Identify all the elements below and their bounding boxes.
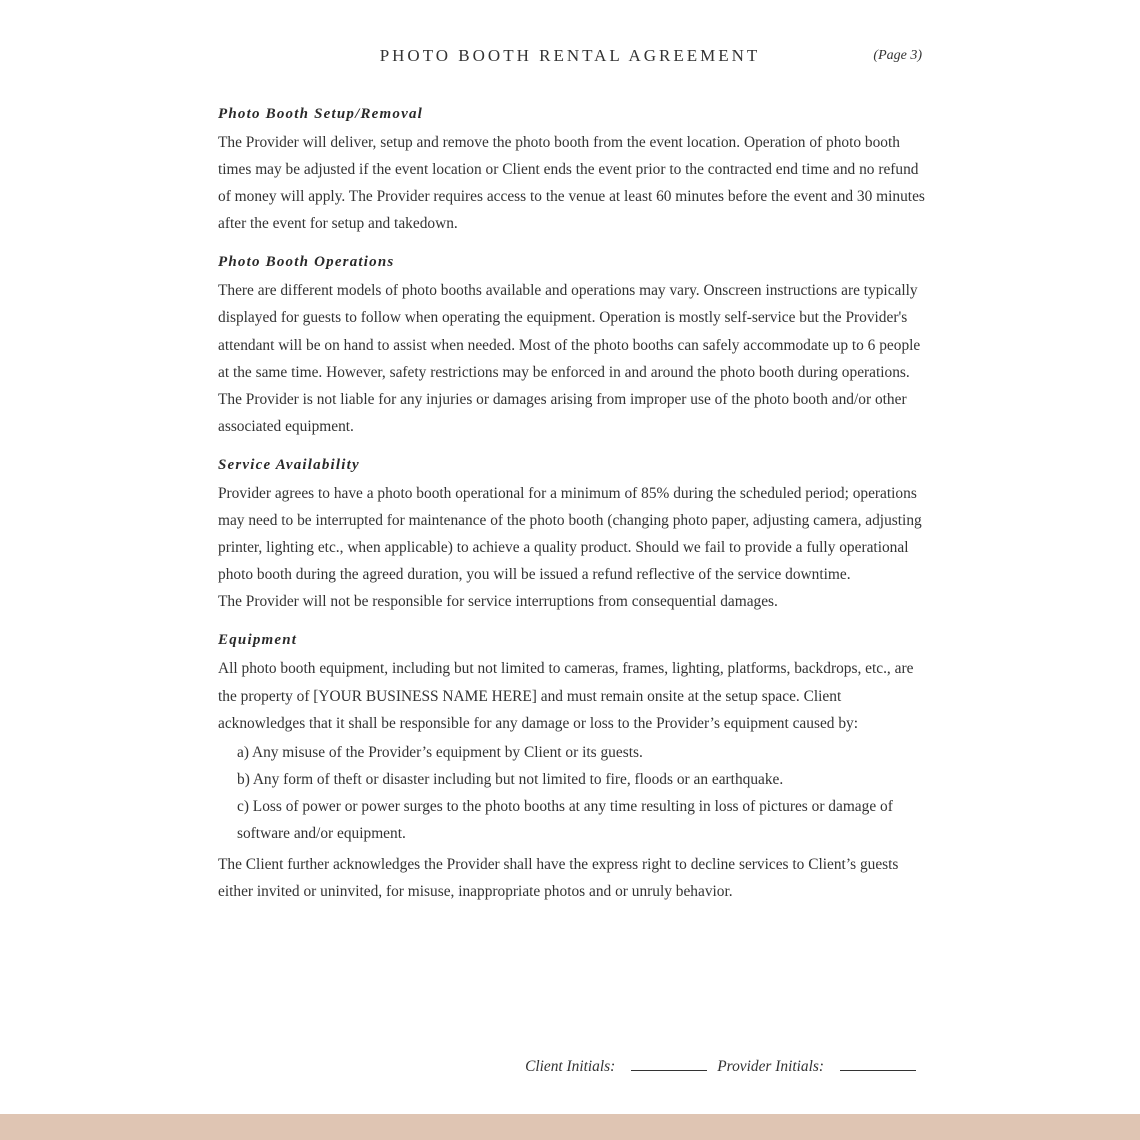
list-item: a) Any misuse of the Provider’s equipment by Client or its guests. <box>237 743 643 761</box>
paragraph: The Provider will not be responsible for service interruptions from consequential damages. <box>218 593 778 611</box>
list-item: c) Loss of power or power surges to the photo booths at any time resulting in loss of pictures or damage of software and/or equipment. <box>237 797 893 842</box>
paragraph: There are different models of photo booths available and operations may vary. Onscreen instructions are typically displayed for guests to follow when operating the equipment. Operation is mostly self-service but the Provider's attendant will be on hand to assist when needed. Most of the photo booths can safely accommodate up to 6 people at the same time. However, safety restrictions may be enforced in and around the photo booth during operations. <box>218 282 921 381</box>
section-heading: Photo Booth Operations <box>218 254 395 271</box>
client-initials-label: Client Initials: <box>525 1058 616 1075</box>
section-equipment <box>218 629 928 905</box>
paragraph: The Client further acknowledges the Provider shall have the express right to decline services to Client’s guests either invited or uninvited, for misuse, inappropriate photos and or unruly behavior. <box>218 856 899 901</box>
paragraph: Provider agrees to have a photo booth operational for a minimum of 85% during the scheduled period; operations may need to be interrupted for maintenance of the photo booth (changing photo paper, adjusting camera, adjusting printer, lighting etc., when applicable) to achieve a quality product. Should we fail to provide a fully operational photo booth during the agreed duration, you will be issued a refund reflective of the service downtime. <box>218 484 922 584</box>
section-service-availability <box>218 454 928 615</box>
equipment-damage-list <box>218 739 928 847</box>
section-heading: Service Availability <box>218 456 360 473</box>
section-heading: Photo Booth Setup/Removal <box>218 106 424 122</box>
section-heading: Equipment <box>218 632 298 649</box>
document-title: PHOTO BOOTH RENTAL AGREEMENT <box>379 46 761 65</box>
paragraph: All photo booth equipment, including but not limited to cameras, frames, lighting, platforms, backdrops, etc., are the property of [YOUR BUSINESS NAME HERE] and must remain onsite at the setup space. Client acknowledges that it shall be responsible for any damage or loss to the Provider’s equipment caused by: <box>218 660 914 732</box>
document-body <box>218 103 928 919</box>
paragraph: The Provider is not liable for any injuries or damages arising from improper use of the photo booth and/or other associated equipment. <box>218 390 907 435</box>
page-number: (Page 3) <box>873 48 922 63</box>
initials-row <box>525 1052 916 1076</box>
provider-initials-field[interactable] <box>840 1052 916 1071</box>
provider-initials-label: Provider Initials: <box>717 1058 824 1075</box>
section-setup-removal <box>218 103 928 237</box>
footer-band <box>0 1114 1140 1140</box>
list-item: b) Any form of theft or disaster including but not limited to fire, floods or an earthquake. <box>237 770 784 788</box>
paragraph: The Provider will deliver, setup and remove the photo booth from the event location. Operation of photo booth times may be adjusted if the event location or Client ends the event prior to the contracted end time and no refund of money will apply. The Provider requires access to the venue at least 60 minutes before the event and 30 minutes after the event for setup and takedown. <box>218 134 925 233</box>
client-initials-field[interactable] <box>631 1052 707 1071</box>
section-operations <box>218 251 928 440</box>
